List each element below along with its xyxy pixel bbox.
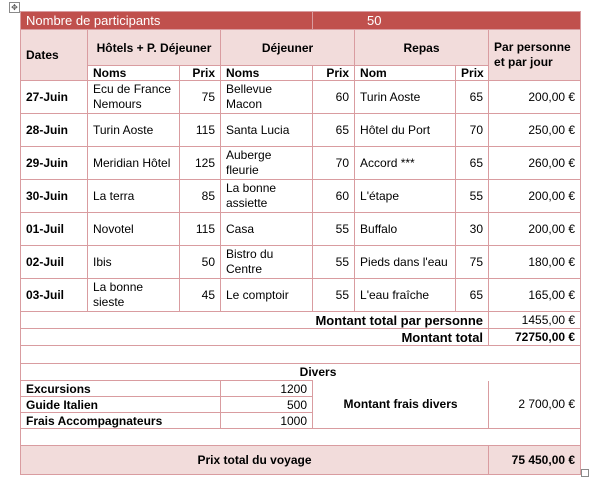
travel-cost-table xyxy=(20,11,581,475)
hotels-header: Hôtels + P. Déjeuner xyxy=(88,30,221,66)
divers-item-value: 1000 xyxy=(221,413,313,429)
row-dejeuner-prix: 60 xyxy=(313,180,355,213)
participants-label: Nombre de participants xyxy=(21,12,313,30)
par-personne-header: Par personne et par jour xyxy=(489,30,581,81)
total-label: Montant total xyxy=(21,329,489,346)
table-row xyxy=(21,246,581,279)
row-repas-prix: 65 xyxy=(456,147,489,180)
row-dejeuner: La bonne assiette xyxy=(221,180,313,213)
participants-count: 50 xyxy=(313,12,581,30)
spacer-row xyxy=(21,429,581,446)
row-hotel: La terra xyxy=(88,180,180,213)
row-hotel: Ecu de France Nemours xyxy=(88,81,180,114)
divers-item-value: 1200 xyxy=(221,381,313,397)
row-date: 27-Juin xyxy=(21,81,88,114)
divers-title: Divers xyxy=(21,364,581,381)
grand-total-label: Prix total du voyage xyxy=(21,446,489,475)
row-dejeuner: Bistro du Centre xyxy=(221,246,313,279)
row-dejeuner: Casa xyxy=(221,213,313,246)
row-hotel-prix: 125 xyxy=(180,147,221,180)
row-hotel-prix: 85 xyxy=(180,180,221,213)
row-dejeuner: Bellevue Macon xyxy=(221,81,313,114)
row-repas-prix: 70 xyxy=(456,114,489,147)
hotel-prix-header: Prix xyxy=(180,66,221,81)
divers-item-label: Guide Italien xyxy=(21,397,221,413)
row-hotel-prix: 75 xyxy=(180,81,221,114)
row-repas-prix: 55 xyxy=(456,180,489,213)
row-repas-prix: 65 xyxy=(456,81,489,114)
divers-item-row xyxy=(21,381,581,397)
row-dejeuner-prix: 55 xyxy=(313,246,355,279)
repas-prix-header: Prix xyxy=(456,66,489,81)
divers-item-label: Excursions xyxy=(21,381,221,397)
spacer-row xyxy=(21,346,581,364)
row-date: 30-Juin xyxy=(21,180,88,213)
spacer-cell xyxy=(21,429,581,446)
row-repas: L'eau fraîche xyxy=(355,279,456,312)
row-hotel-prix: 115 xyxy=(180,114,221,147)
dates-header: Dates xyxy=(21,30,88,81)
row-hotel: Novotel xyxy=(88,213,180,246)
table-row xyxy=(21,279,581,312)
table-resize-handle-icon[interactable] xyxy=(581,469,589,477)
dej-noms-header: Noms xyxy=(221,66,313,81)
dej-prix-header: Prix xyxy=(313,66,355,81)
table-row xyxy=(21,147,581,180)
row-date: 29-Juin xyxy=(21,147,88,180)
row-dejeuner-prix: 55 xyxy=(313,279,355,312)
total-per-person-label: Montant total par personne xyxy=(21,312,489,329)
row-repas: Pieds dans l'eau xyxy=(355,246,456,279)
total-per-person-row xyxy=(21,312,581,329)
table-row xyxy=(21,180,581,213)
dejeuner-header: Déjeuner xyxy=(221,30,355,66)
row-hotel: La bonne sieste xyxy=(88,279,180,312)
row-dejeuner-prix: 70 xyxy=(313,147,355,180)
row-dejeuner-prix: 60 xyxy=(313,81,355,114)
row-hotel-prix: 115 xyxy=(180,213,221,246)
row-hotel-prix: 45 xyxy=(180,279,221,312)
row-repas: L'étape xyxy=(355,180,456,213)
total-value: 72750,00 € xyxy=(489,329,581,346)
row-repas-prix: 30 xyxy=(456,213,489,246)
divers-title-row xyxy=(21,364,581,381)
table-move-handle-icon[interactable]: ✥ xyxy=(9,2,20,13)
total-row xyxy=(21,329,581,346)
frais-divers-value: 2 700,00 € xyxy=(489,381,581,429)
row-dejeuner: Auberge fleurie xyxy=(221,147,313,180)
row-date: 03-Juil xyxy=(21,279,88,312)
row-hotel: Meridian Hôtel xyxy=(88,147,180,180)
row-total: 200,00 € xyxy=(489,81,581,114)
row-total: 200,00 € xyxy=(489,213,581,246)
row-date: 02-Juil xyxy=(21,246,88,279)
row-dejeuner: Le comptoir xyxy=(221,279,313,312)
row-total: 165,00 € xyxy=(489,279,581,312)
frais-divers-label: Montant frais divers xyxy=(313,381,489,429)
repas-header: Repas xyxy=(355,30,489,66)
row-repas: Accord *** xyxy=(355,147,456,180)
row-total: 180,00 € xyxy=(489,246,581,279)
row-repas: Hôtel du Port xyxy=(355,114,456,147)
row-total: 260,00 € xyxy=(489,147,581,180)
row-repas-prix: 65 xyxy=(456,279,489,312)
table-row xyxy=(21,213,581,246)
row-hotel-prix: 50 xyxy=(180,246,221,279)
divers-item-value: 500 xyxy=(221,397,313,413)
table-row xyxy=(21,114,581,147)
row-repas-prix: 75 xyxy=(456,246,489,279)
row-total: 250,00 € xyxy=(489,114,581,147)
row-date: 28-Juin xyxy=(21,114,88,147)
row-total: 200,00 € xyxy=(489,180,581,213)
column-group-header xyxy=(21,30,581,66)
divers-item-label: Frais Accompagnateurs xyxy=(21,413,221,429)
hotel-noms-header: Noms xyxy=(88,66,180,81)
repas-nom-header: Nom xyxy=(355,66,456,81)
table-row xyxy=(21,81,581,114)
spacer-cell xyxy=(21,346,581,364)
row-repas: Buffalo xyxy=(355,213,456,246)
row-hotel: Turin Aoste xyxy=(88,114,180,147)
grand-total-value: 75 450,00 € xyxy=(489,446,581,475)
row-hotel: Ibis xyxy=(88,246,180,279)
row-dejeuner: Santa Lucia xyxy=(221,114,313,147)
row-dejeuner-prix: 55 xyxy=(313,213,355,246)
participants-row xyxy=(21,12,581,30)
total-per-person-value: 1455,00 € xyxy=(489,312,581,329)
grand-total-row xyxy=(21,446,581,475)
row-date: 01-Juil xyxy=(21,213,88,246)
row-dejeuner-prix: 65 xyxy=(313,114,355,147)
row-repas: Turin Aoste xyxy=(355,81,456,114)
